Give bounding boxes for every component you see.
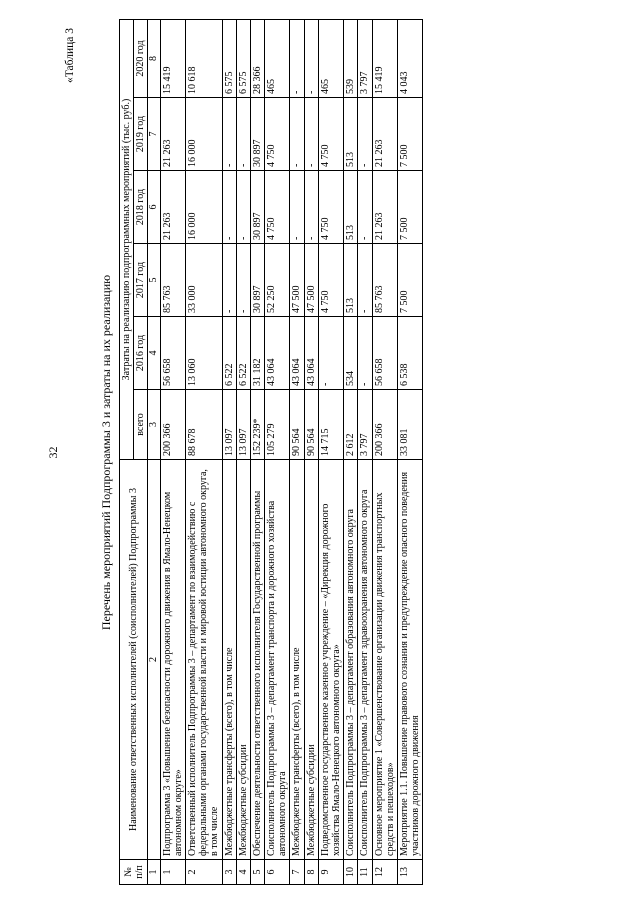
row-name-cell: Соисполнитель Подпрограммы 3 – департамент образования автономного округа <box>344 460 358 860</box>
column-index: 2 <box>148 460 160 860</box>
cost-cell-y2017: 85 763 <box>160 244 185 317</box>
cost-cell-y2019: 21 263 <box>160 98 185 171</box>
cost-cell-total: 152 239* <box>250 390 264 460</box>
cost-cell-y2019: - <box>304 98 318 171</box>
cost-cell-y2020: - <box>304 20 318 98</box>
cost-cell-y2016: 13 060 <box>185 317 222 390</box>
cost-cell-total: 105 279 <box>265 390 290 460</box>
row-name-cell: Соисполнитель Подпрограммы 3 – департамент здравоохранения автономного округа <box>358 460 372 860</box>
cost-cell-y2020: 4 043 <box>397 20 422 98</box>
col-header-2017: 2017 год <box>134 244 148 317</box>
cost-cell-y2016: 43 064 <box>265 317 290 390</box>
cost-cell-y2018: - <box>222 171 236 244</box>
column-index: 5 <box>148 244 160 317</box>
row-number-cell: 4 <box>236 860 250 885</box>
cost-cell-total: 200 366 <box>160 390 185 460</box>
table-row <box>250 20 264 885</box>
col-header-2016: 2016 год <box>134 317 148 390</box>
cost-cell-y2017: - <box>358 244 372 317</box>
row-name-cell: Подведомственное государственное казенное учреждение – «Дирекция дорожного хозяйства Ямало-Ненецкого автономного округа» <box>318 460 343 860</box>
table-row <box>236 20 250 885</box>
cost-cell-y2019: 16 000 <box>185 98 222 171</box>
cost-cell-y2018: - <box>304 171 318 244</box>
column-index: 1 <box>148 860 160 885</box>
cost-cell-y2017: 4 750 <box>318 244 343 317</box>
col-header-2020: 2020 год <box>134 20 148 98</box>
cost-cell-y2016: - <box>318 317 343 390</box>
cost-cell-y2019: - <box>222 98 236 171</box>
cost-cell-y2018: - <box>358 171 372 244</box>
table-row <box>222 20 236 885</box>
row-number-cell: 8 <box>304 860 318 885</box>
cost-cell-y2019: 4 750 <box>318 98 343 171</box>
cost-cell-y2020: 6 575 <box>222 20 236 98</box>
col-header-name: Наименование ответственных исполнителей (соисполнителей) Подпрограммы 3 <box>120 460 148 860</box>
table-row <box>318 20 343 885</box>
cost-cell-y2019: - <box>358 98 372 171</box>
cost-cell-y2017: 513 <box>344 244 358 317</box>
cost-cell-y2018: 4 750 <box>265 171 290 244</box>
row-name-cell: Соисполнитель Подпрограммы 3 – департамент транспорта и дорожного хозяйства автономного округа <box>265 460 290 860</box>
cost-cell-y2016: 31 182 <box>250 317 264 390</box>
row-number-cell: 11 <box>358 860 372 885</box>
table-body <box>160 20 423 885</box>
cost-cell-y2016: 56 658 <box>160 317 185 390</box>
cost-cell-y2019: 7 500 <box>397 98 422 171</box>
column-index: 4 <box>148 317 160 390</box>
table-row <box>397 20 422 885</box>
cost-cell-y2017: 30 897 <box>250 244 264 317</box>
row-number-cell: 7 <box>290 860 304 885</box>
table-row <box>265 20 290 885</box>
table-row <box>372 20 397 885</box>
cost-cell-y2020: 15 419 <box>372 20 397 98</box>
cost-cell-total: 3 797 <box>358 390 372 460</box>
table-title: Перечень мероприятий Подпрограммы 3 и затраты на их реализацию <box>99 274 113 631</box>
col-header-total: всего <box>134 390 148 460</box>
cost-cell-total: 90 564 <box>304 390 318 460</box>
table-row <box>304 20 318 885</box>
cost-cell-y2018: 21 263 <box>160 171 185 244</box>
cost-cell-total: 14 715 <box>318 390 343 460</box>
cost-cell-y2019: - <box>290 98 304 171</box>
table-row <box>358 20 372 885</box>
table-row <box>185 20 222 885</box>
column-index: 8 <box>148 20 160 98</box>
header-row-1 <box>120 20 134 885</box>
column-index: 3 <box>148 390 160 460</box>
row-number-cell: 10 <box>344 860 358 885</box>
row-number-cell: 6 <box>265 860 290 885</box>
col-header-num: № п/п <box>120 860 148 885</box>
table-row <box>290 20 304 885</box>
row-number-cell: 3 <box>222 860 236 885</box>
cost-cell-y2019: 513 <box>344 98 358 171</box>
col-header-costs: Затраты на реализацию подпрограммных мероприятий (тыс. руб.) <box>120 20 134 460</box>
col-header-2018: 2018 год <box>134 171 148 244</box>
cost-cell-y2020: 465 <box>318 20 343 98</box>
row-number-cell: 13 <box>397 860 422 885</box>
cost-cell-y2016: 534 <box>344 317 358 390</box>
cost-cell-y2018: 30 897 <box>250 171 264 244</box>
column-index: 7 <box>148 98 160 171</box>
cost-cell-y2017: - <box>236 244 250 317</box>
row-number-cell: 9 <box>318 860 343 885</box>
cost-cell-y2020: 15 419 <box>160 20 185 98</box>
cost-cell-total: 200 366 <box>372 390 397 460</box>
cost-cell-y2018: 513 <box>344 171 358 244</box>
cost-cell-y2020: - <box>290 20 304 98</box>
cost-cell-y2016: 6 522 <box>222 317 236 390</box>
page-number: 32 <box>46 446 60 459</box>
cost-cell-y2017: - <box>222 244 236 317</box>
cost-cell-y2019: 21 263 <box>372 98 397 171</box>
row-number-cell: 12 <box>372 860 397 885</box>
cost-cell-y2020: 539 <box>344 20 358 98</box>
cost-cell-total: 13 097 <box>236 390 250 460</box>
cost-cell-y2016: - <box>358 317 372 390</box>
table-row <box>344 20 358 885</box>
row-name-cell: Межбюджетные субсидии <box>304 460 318 860</box>
table-row <box>160 20 185 885</box>
row-number-cell: 1 <box>160 860 185 885</box>
cost-cell-y2018: 7 500 <box>397 171 422 244</box>
row-name-cell: Основное мероприятие 1 «Совершенствование организации движения транспортных средств и пешеходов» <box>372 460 397 860</box>
cost-cell-y2018: 16 000 <box>185 171 222 244</box>
cost-cell-y2017: 47 500 <box>290 244 304 317</box>
cost-cell-y2016: 56 658 <box>372 317 397 390</box>
cost-cell-y2020: 6 575 <box>236 20 250 98</box>
cost-cell-y2019: 4 750 <box>265 98 290 171</box>
cost-cell-y2017: 85 763 <box>372 244 397 317</box>
cost-cell-y2020: 10 618 <box>185 20 222 98</box>
row-name-cell: Подпрограмма 3 «Повышение безопасности дорожного движения в Ямало-Ненецком автономном округе» <box>160 460 185 860</box>
row-name-cell: Межбюджетные субсидии <box>236 460 250 860</box>
cost-cell-y2016: 43 064 <box>290 317 304 390</box>
cost-cell-y2017: 7 500 <box>397 244 422 317</box>
cost-cell-y2018: 21 263 <box>372 171 397 244</box>
row-number-cell: 2 <box>185 860 222 885</box>
table-reference: «Таблица 3 <box>64 28 76 83</box>
cost-cell-y2020: 3 797 <box>358 20 372 98</box>
row-name-cell: Ответственный исполнитель Подпрограммы 3 – департамент по взаимодействию с федеральными органами государственной власти и мировой юстиции автономного округа, в том числе <box>185 460 222 860</box>
cost-cell-y2020: 465 <box>265 20 290 98</box>
expenditure-table <box>119 19 423 885</box>
cost-cell-y2017: 47 500 <box>304 244 318 317</box>
cost-cell-total: 2 612 <box>344 390 358 460</box>
cost-cell-y2018: - <box>236 171 250 244</box>
cost-cell-y2019: - <box>236 98 250 171</box>
row-name-cell: Межбюджетные трансферты (всего), в том числе <box>222 460 236 860</box>
cost-cell-y2016: 6 522 <box>236 317 250 390</box>
row-name-cell: Межбюджетные трансферты (всего), в том числе <box>290 460 304 860</box>
col-header-2019: 2019 год <box>134 98 148 171</box>
row-name-cell: Обеспечение деятельности ответственного исполнителя Государственной программы <box>250 460 264 860</box>
cost-cell-y2020: 28 366 <box>250 20 264 98</box>
cost-cell-total: 90 564 <box>290 390 304 460</box>
row-name-cell: Мероприятие 1.1. Повышение правового сознания и предупреждение опасного поведения участников дорожного движения <box>397 460 422 860</box>
cost-cell-y2016: 6 538 <box>397 317 422 390</box>
cost-cell-y2017: 52 250 <box>265 244 290 317</box>
cost-cell-y2016: 43 064 <box>304 317 318 390</box>
cost-cell-total: 33 081 <box>397 390 422 460</box>
cost-cell-y2018: 4 750 <box>318 171 343 244</box>
column-index-row <box>148 20 160 885</box>
column-index: 6 <box>148 171 160 244</box>
row-number-cell: 5 <box>250 860 264 885</box>
cost-cell-total: 88 678 <box>185 390 222 460</box>
cost-cell-total: 13 097 <box>222 390 236 460</box>
cost-cell-y2018: - <box>290 171 304 244</box>
cost-cell-y2017: 33 000 <box>185 244 222 317</box>
cost-cell-y2019: 30 897 <box>250 98 264 171</box>
